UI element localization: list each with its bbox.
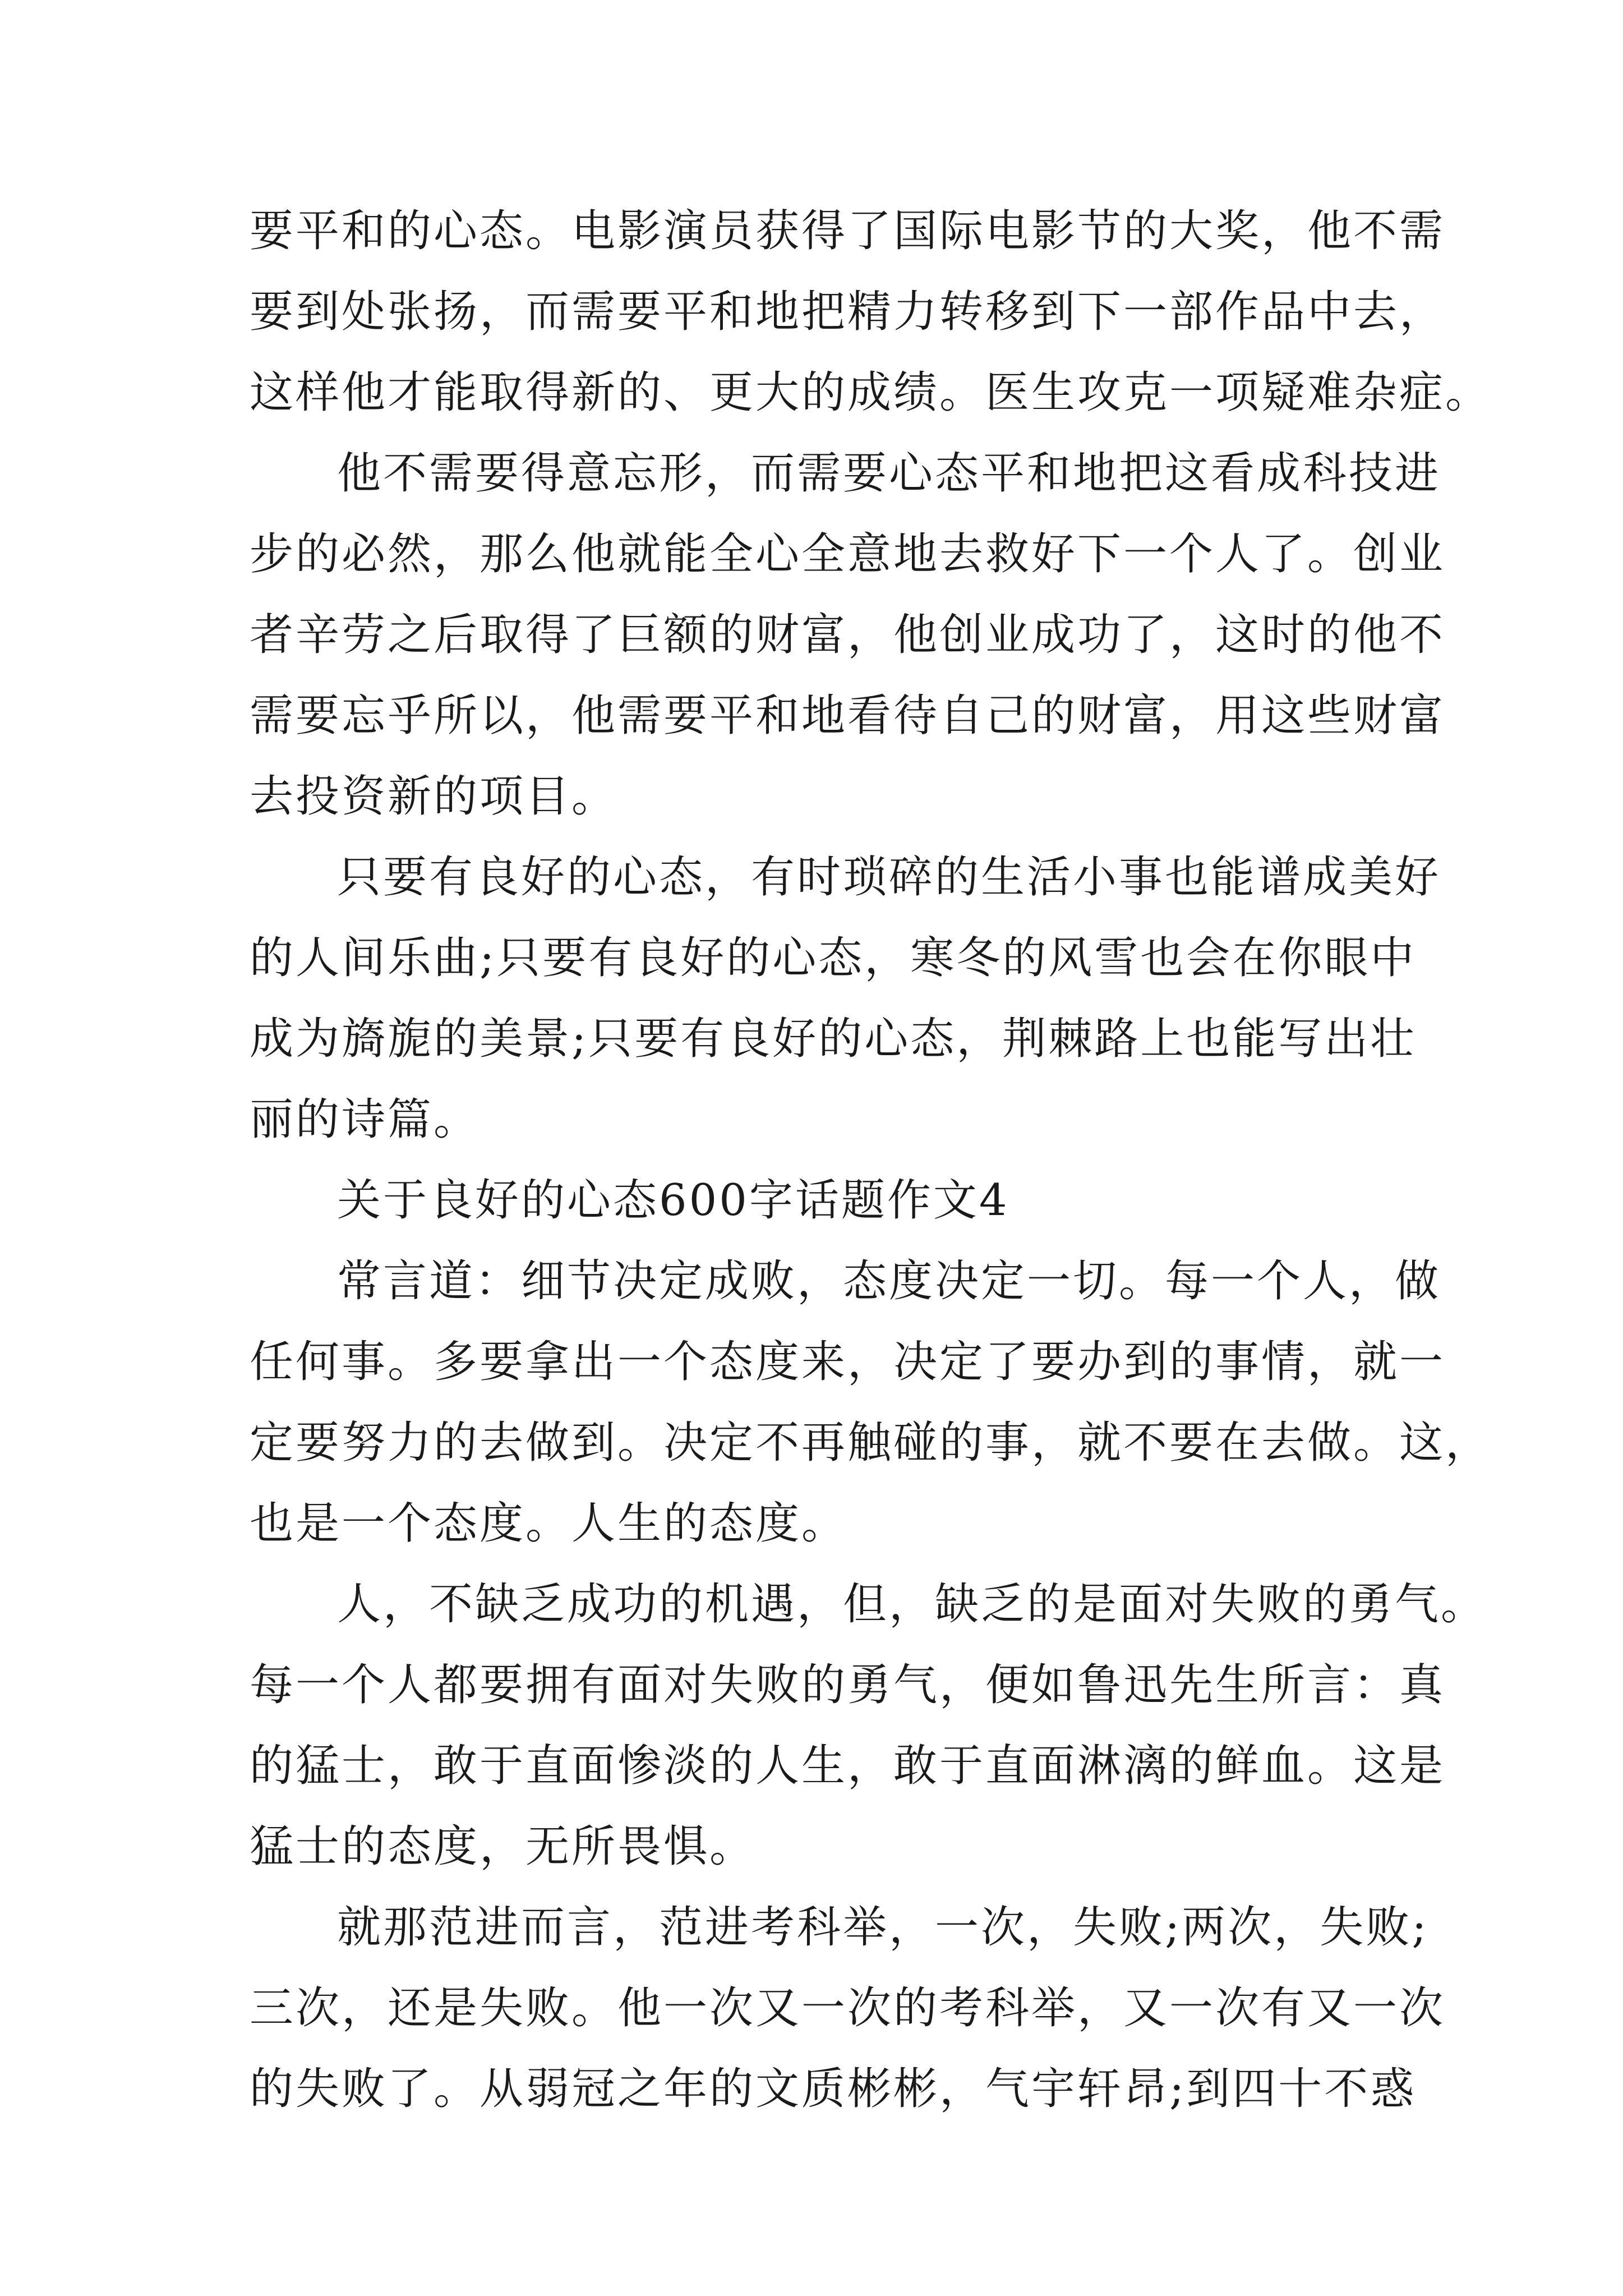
text-line: 去投资新的项目。 (250, 771, 618, 822)
text-line: 要平和的心态。电影演员获得了国际电影节的大奖，他不需 (250, 206, 1446, 256)
text-line: 这样他才能取得新的、更大的成绩。医生攻克一项疑难杂症。 (250, 367, 1492, 418)
text-line: 猛士的态度，无所畏惧。 (250, 1821, 756, 1872)
text-line: 定要努力的去做到。决定不再触碰的事，就不要在去做。这， (250, 1418, 1492, 1468)
text-line: 就那范进而言，范进考科举，一次，失败;两次，失败; (337, 1902, 1429, 1953)
paragraph-6 (250, 1887, 1446, 2129)
text-line: 的猛士，敢于直面惨淡的人生，敢于直面淋漓的鲜血。这是 (250, 1741, 1446, 1791)
text-line: 任何事。多要拿出一个态度来，决定了要办到的事情，就一 (250, 1337, 1446, 1387)
document-body (250, 191, 1492, 2129)
text-line: 者辛劳之后取得了巨额的财富，他创业成功了，这时的他不 (250, 610, 1446, 660)
paragraph-4 (250, 1241, 1492, 1564)
paragraph-2 (250, 433, 1446, 837)
text-line: 人，不缺乏成功的机遇，但，缺乏的是面对失败的勇气。 (337, 1579, 1487, 1630)
text-line: 丽的诗篇。 (250, 1094, 480, 1145)
text-line: 关于良好的心态600字话题作文4 (337, 1175, 1009, 1226)
text-line: 要到处张扬，而需要平和地把精力转移到下一部作品中去， (250, 287, 1446, 337)
paragraph-3 (250, 837, 1441, 1160)
text-line: 成为旖旎的美景;只要有良好的心态，荆棘路上也能写出壮 (250, 1014, 1417, 1064)
text-line: 只要有良好的心态，有时琐碎的生活小事也能谱成美好 (337, 852, 1441, 903)
text-line: 三次，还是失败。他一次又一次的考科举，又一次有又一次 (250, 1983, 1446, 2033)
text-line: 常言道：细节决定成败，态度决定一切。每一个人，做 (337, 1256, 1441, 1306)
text-line: 需要忘乎所以，他需要平和地看待自己的财富，用这些财富 (250, 691, 1446, 741)
section-heading (250, 1160, 1377, 1241)
paragraph-5 (250, 1564, 1487, 1887)
paragraph-1 (250, 191, 1492, 433)
text-line: 的失败了。从弱冠之年的文质彬彬，气宇轩昂;到四十不惑 (250, 2064, 1417, 2114)
text-line: 步的必然，那么他就能全心全意地去救好下一个人了。创业 (250, 529, 1446, 579)
text-line: 每一个人都要拥有面对失败的勇气，便如鲁迅先生所言：真 (250, 1660, 1446, 1710)
text-line: 的人间乐曲;只要有良好的心态，寒冬的风雪也会在你眼中 (250, 933, 1417, 983)
text-line: 他不需要得意忘形，而需要心态平和地把这看成科技进 (337, 448, 1441, 499)
text-line: 也是一个态度。人生的态度。 (250, 1498, 848, 1549)
